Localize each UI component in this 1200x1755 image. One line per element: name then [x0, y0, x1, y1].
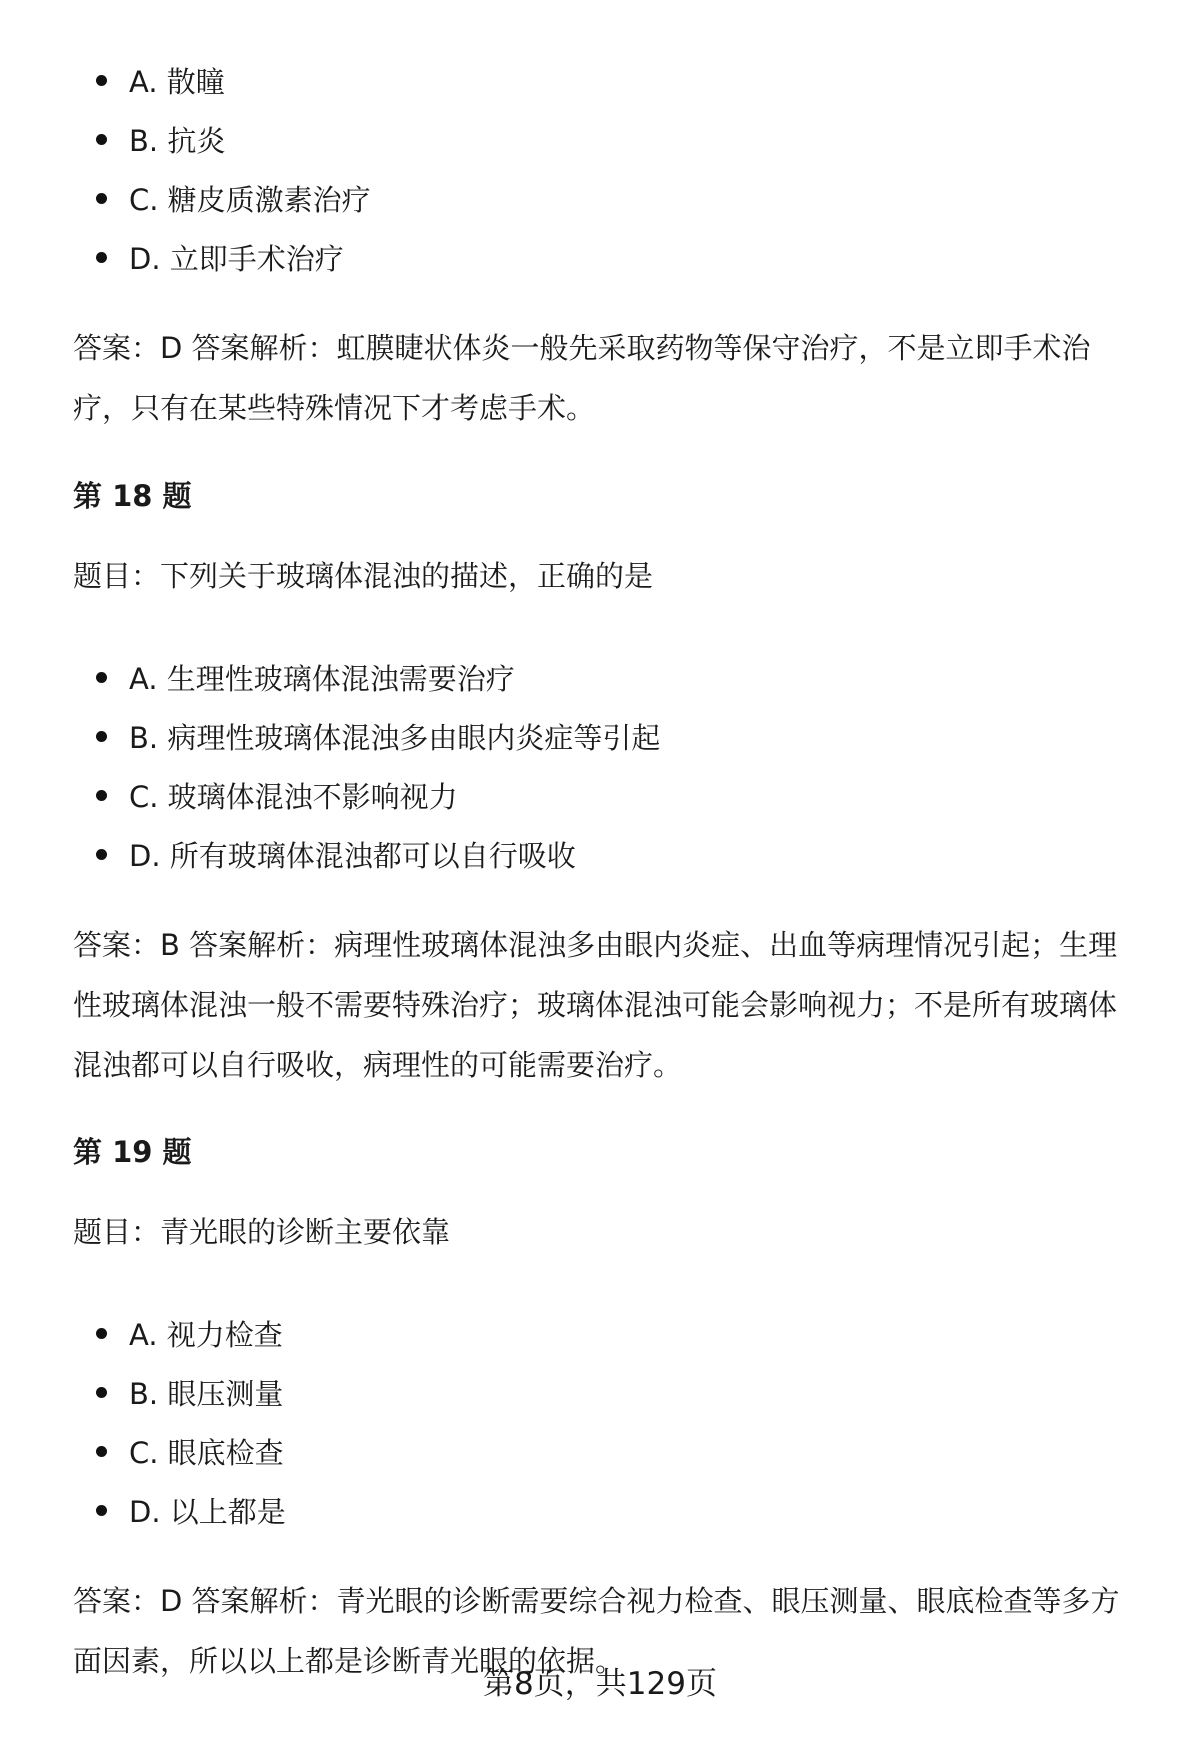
bullet-icon — [96, 1446, 107, 1457]
question-heading: 第 18 题 — [73, 479, 192, 513]
option-text: D. 立即手术治疗 — [129, 241, 344, 276]
answer-explanation — [73, 915, 1153, 1095]
option-text: B. 抗炎 — [129, 123, 226, 158]
option-text: C. 糖皮质激素治疗 — [129, 182, 371, 217]
answer-line: 答案：D 答案解析：青光眼的诊断需要综合视力检查、眼压测量、眼底检查等多方 — [73, 1584, 1120, 1618]
page-number: 第8页，共129页 — [483, 1666, 717, 1702]
answer-line: 性玻璃体混浊一般不需要特殊治疗；玻璃体混浊可能会影响视力；不是所有玻璃体 — [73, 988, 1118, 1022]
option-text: C. 玻璃体混浊不影响视力 — [129, 779, 458, 814]
answer-line: 答案：D 答案解析：虹膜睫状体炎一般先采取药物等保守治疗，不是立即手术治 — [73, 331, 1091, 365]
answer-line: 面因素，所以以上都是诊断青光眼的依据。 — [73, 1644, 625, 1678]
option-a — [96, 657, 515, 697]
option-text: B. 病理性玻璃体混浊多由眼内炎症等引起 — [129, 720, 661, 755]
answer-line: 混浊都可以自行吸收，病理性的可能需要治疗。 — [73, 1048, 683, 1082]
option-text: A. 生理性玻璃体混浊需要治疗 — [129, 661, 515, 696]
option-text: C. 眼底检查 — [129, 1435, 284, 1470]
bullet-icon — [96, 252, 107, 263]
bullet-icon — [96, 790, 107, 801]
answer-line: 答案：B 答案解析：病理性玻璃体混浊多由眼内炎症、出血等病理情况引起；生理 — [73, 928, 1118, 962]
question-text: 题目：下列关于玻璃体混浊的描述，正确的是 — [73, 559, 654, 593]
option-b — [96, 119, 225, 159]
bullet-icon — [96, 193, 107, 204]
option-text: A. 视力检查 — [129, 1317, 283, 1352]
bullet-icon — [96, 75, 107, 86]
option-c — [96, 1431, 284, 1471]
bullet-icon — [96, 849, 107, 860]
option-b — [96, 1372, 283, 1412]
option-text: D. 以上都是 — [129, 1494, 286, 1529]
bullet-icon — [96, 1505, 107, 1516]
answer-explanation — [73, 318, 1153, 438]
question-text: 题目：青光眼的诊断主要依靠 — [73, 1215, 451, 1249]
option-c — [96, 775, 458, 815]
question-heading: 第 19 题 — [73, 1135, 192, 1169]
option-d — [96, 1490, 286, 1530]
option-a — [96, 1313, 283, 1353]
option-d — [96, 834, 576, 874]
option-c — [96, 178, 371, 218]
answer-line: 疗，只有在某些特殊情况下才考虑手术。 — [73, 391, 596, 425]
bullet-icon — [96, 731, 107, 742]
bullet-icon — [96, 1387, 107, 1398]
bullet-icon — [96, 134, 107, 145]
option-text: B. 眼压测量 — [129, 1376, 284, 1411]
bullet-icon — [96, 1328, 107, 1339]
option-text: D. 所有玻璃体混浊都可以自行吸收 — [129, 838, 576, 873]
option-a — [96, 60, 225, 100]
option-d — [96, 237, 344, 277]
option-text: A. 散瞳 — [129, 64, 225, 99]
option-b — [96, 716, 660, 756]
bullet-icon — [96, 672, 107, 683]
